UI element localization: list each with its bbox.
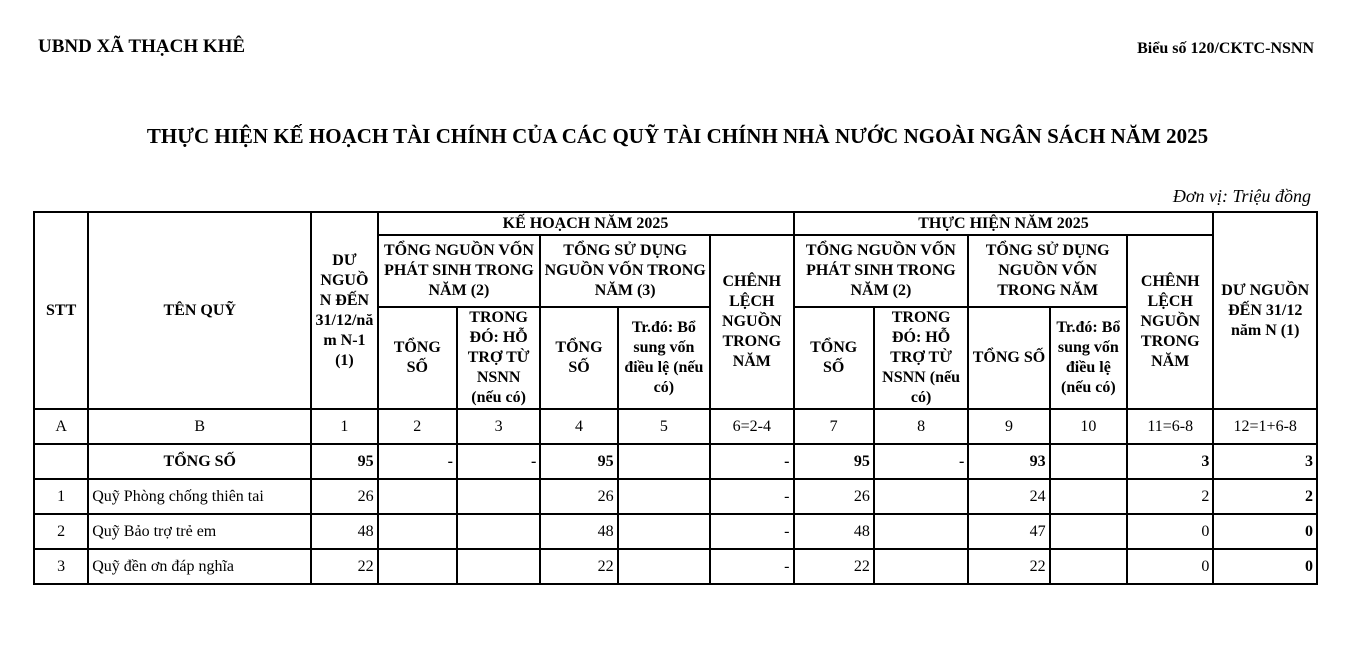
row-value xyxy=(457,549,540,584)
index-cell: 5 xyxy=(618,409,710,444)
row-value xyxy=(874,479,968,514)
table-row xyxy=(34,479,1317,514)
row-value: 26 xyxy=(540,479,617,514)
header-th-tr-do-10: Tr.đó: Bổ sung vốn điều lệ (nếu có) xyxy=(1050,307,1127,409)
header-stt: STT xyxy=(34,212,88,409)
row-value xyxy=(874,514,968,549)
index-cell: 10 xyxy=(1050,409,1127,444)
header-kh-tong-so-2: TỔNG SỐ xyxy=(378,307,457,409)
row-value xyxy=(378,514,457,549)
row-value: 22 xyxy=(794,549,874,584)
row-value: 0 xyxy=(1213,514,1317,549)
total-value: 3 xyxy=(1213,444,1317,479)
row-value: 22 xyxy=(311,549,377,584)
total-value: 95 xyxy=(794,444,874,479)
index-cell: 7 xyxy=(794,409,874,444)
row-value: 26 xyxy=(311,479,377,514)
row-fund-name: Quỹ Phòng chống thiên tai xyxy=(88,479,311,514)
row-value: 0 xyxy=(1213,549,1317,584)
header-th-trong-do-8: TRONG ĐÓ: HỖ TRỢ TỪ NSNN (nếu có) xyxy=(874,307,968,409)
row-stt: 3 xyxy=(34,549,88,584)
index-cell: 1 xyxy=(311,409,377,444)
total-value: - xyxy=(710,444,793,479)
row-value: - xyxy=(710,479,793,514)
index-cell: 12=1+6-8 xyxy=(1213,409,1317,444)
row-value xyxy=(618,514,710,549)
row-value: - xyxy=(710,549,793,584)
fund-table xyxy=(33,211,1318,585)
header-th-tong-nguon: TỔNG NGUỒN VỐN PHÁT SINH TRONG NĂM (2) xyxy=(794,235,969,307)
total-value: 93 xyxy=(968,444,1049,479)
total-value: - xyxy=(457,444,540,479)
row-fund-name: Quỹ Bảo trợ trẻ em xyxy=(88,514,311,549)
organization-name: UBND XÃ THẠCH KHÊ xyxy=(38,36,246,57)
header-th-tong-so-9: TỔNG SỐ xyxy=(968,307,1049,409)
index-cell: 2 xyxy=(378,409,457,444)
row-value xyxy=(618,549,710,584)
header-kh-chenh-lech: CHÊNH LỆCH NGUỒN TRONG NĂM xyxy=(710,235,793,409)
row-value xyxy=(1050,549,1127,584)
total-stt-cell xyxy=(34,444,88,479)
row-value: 2 xyxy=(1213,479,1317,514)
index-cell: 6=2-4 xyxy=(710,409,793,444)
row-value: 48 xyxy=(794,514,874,549)
form-code: Biểu số 120/CKTC-NSNN xyxy=(1137,40,1314,57)
header-du-nguon-dau: DƯ NGUỒ N ĐẾN 31/12/nă m N-1 (1) xyxy=(311,212,377,409)
row-value xyxy=(1050,479,1127,514)
index-row xyxy=(34,409,1317,444)
total-label: TỔNG SỐ xyxy=(88,444,311,479)
header-kh-tong-so-4: TỔNG SỐ xyxy=(540,307,617,409)
row-value: 48 xyxy=(540,514,617,549)
row-value: - xyxy=(710,514,793,549)
row-value: 2 xyxy=(1127,479,1213,514)
index-cell: B xyxy=(88,409,311,444)
unit-label: Đơn vị: Triệu đồng xyxy=(1172,186,1311,206)
row-value: 24 xyxy=(968,479,1049,514)
row-value xyxy=(1050,514,1127,549)
row-value xyxy=(378,479,457,514)
row-value: 47 xyxy=(968,514,1049,549)
document-title: THỰC HIỆN KẾ HOẠCH TÀI CHÍNH CỦA CÁC QUỸ TÀI CHÍNH NHÀ NƯỚC NGOÀI NGÂN SÁCH NĂM 2025 xyxy=(146,124,1209,148)
total-value: - xyxy=(874,444,968,479)
row-value: 22 xyxy=(540,549,617,584)
row-value xyxy=(618,479,710,514)
index-cell: 8 xyxy=(874,409,968,444)
total-value: - xyxy=(378,444,457,479)
header-ten-quy: TÊN QUỸ xyxy=(88,212,311,409)
row-value xyxy=(378,549,457,584)
row-value xyxy=(874,549,968,584)
total-value xyxy=(1050,444,1127,479)
header-th-tong-su-dung: TỔNG SỬ DỤNG NGUỒN VỐN TRONG NĂM xyxy=(968,235,1127,307)
header-kh-tr-do-5: Tr.đó: Bổ sung vốn điều lệ (nếu có) xyxy=(618,307,710,409)
index-cell: 9 xyxy=(968,409,1049,444)
total-value xyxy=(618,444,710,479)
row-value xyxy=(457,514,540,549)
total-value: 3 xyxy=(1127,444,1213,479)
header-kh-tong-su-dung: TỔNG SỬ DỤNG NGUỒN VỐN TRONG NĂM (3) xyxy=(540,235,710,307)
header-kh-tong-nguon: TỔNG NGUỒN VỐN PHÁT SINH TRONG NĂM (2) xyxy=(378,235,541,307)
index-cell: 4 xyxy=(540,409,617,444)
header-th-chenh-lech: CHÊNH LỆCH NGUỒN TRONG NĂM xyxy=(1127,235,1213,409)
table-row xyxy=(34,549,1317,584)
row-value xyxy=(457,479,540,514)
row-stt: 2 xyxy=(34,514,88,549)
index-cell: A xyxy=(34,409,88,444)
header-kh-trong-do-3: TRONG ĐÓ: HỖ TRỢ TỪ NSNN (nếu có) xyxy=(457,307,540,409)
row-value: 22 xyxy=(968,549,1049,584)
row-value: 0 xyxy=(1127,549,1213,584)
header-ke-hoach: KẾ HOẠCH NĂM 2025 xyxy=(378,212,794,235)
row-stt: 1 xyxy=(34,479,88,514)
row-fund-name: Quỹ đền ơn đáp nghĩa xyxy=(88,549,311,584)
total-value: 95 xyxy=(311,444,377,479)
total-value: 95 xyxy=(540,444,617,479)
row-value: 26 xyxy=(794,479,874,514)
index-cell: 11=6-8 xyxy=(1127,409,1213,444)
header-thuc-hien: THỰC HIỆN NĂM 2025 xyxy=(794,212,1214,235)
table-row xyxy=(34,514,1317,549)
row-value: 48 xyxy=(311,514,377,549)
index-cell: 3 xyxy=(457,409,540,444)
row-value: 0 xyxy=(1127,514,1213,549)
header-du-nguon-cuoi: DƯ NGUỒN ĐẾN 31/12 năm N (1) xyxy=(1213,212,1317,409)
total-row xyxy=(34,444,1317,479)
header-th-tong-so-7: TỔNG SỐ xyxy=(794,307,874,409)
